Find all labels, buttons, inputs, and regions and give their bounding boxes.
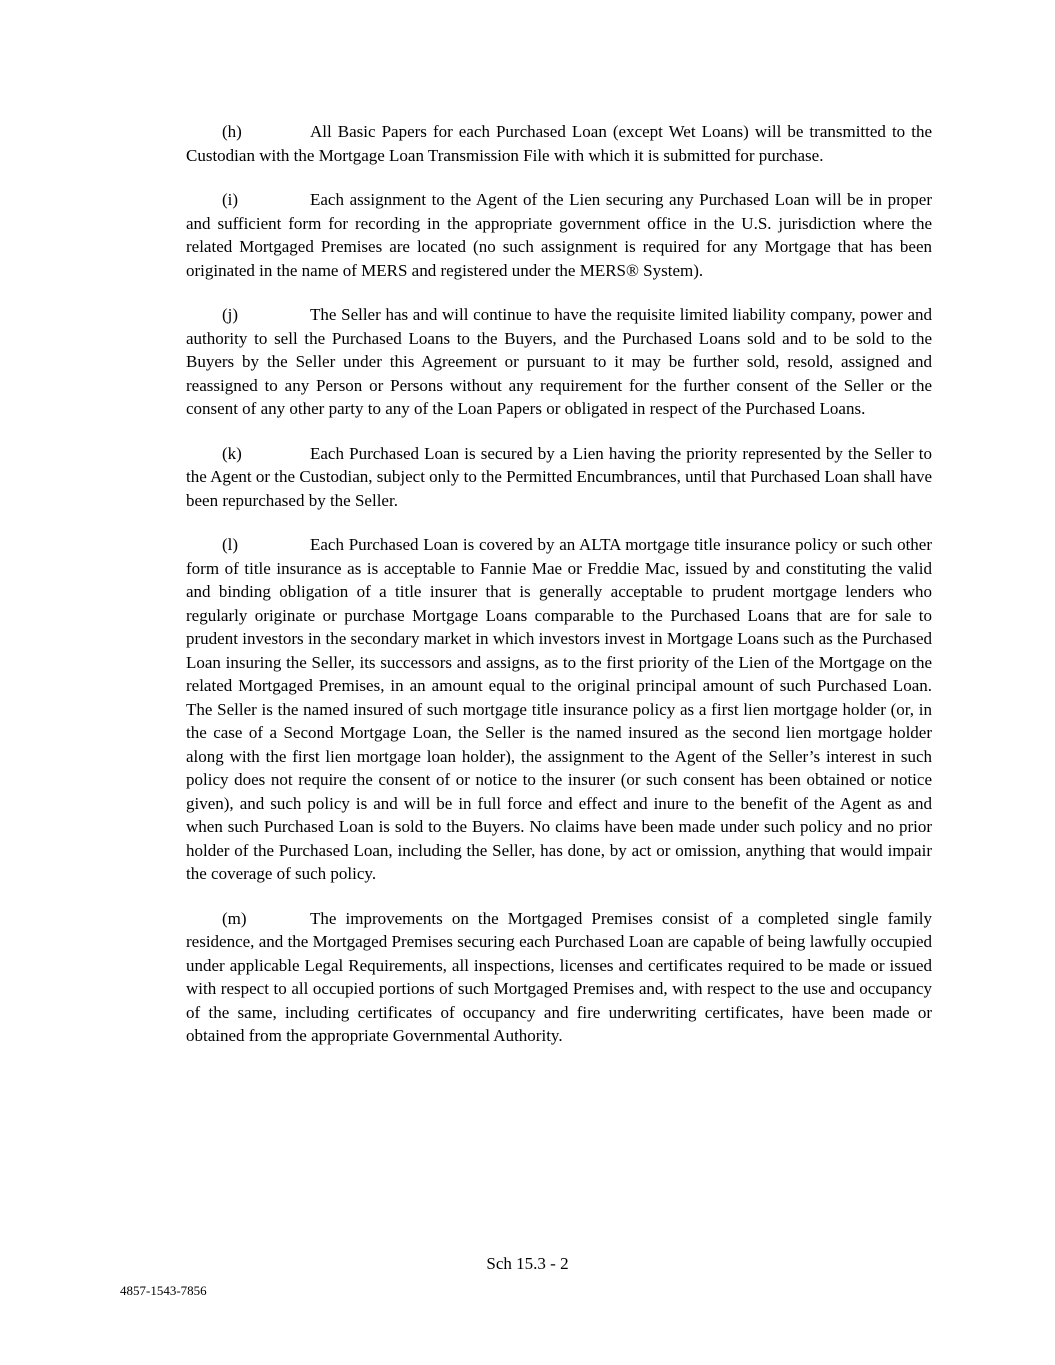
- paragraph-j: [186, 303, 932, 421]
- paragraph-k: [186, 442, 932, 513]
- paragraph-l: [186, 533, 932, 886]
- paragraph-text: All Basic Papers for each Purchased Loan (except Wet Loans) will be transmitted to the Custodian with the Mortgage Loan Transmission File with which it is submitted for purchase.: [186, 122, 932, 165]
- paragraph-label: (l): [222, 535, 239, 554]
- paragraph-label: (m): [222, 908, 247, 928]
- paragraph-text: The improvements on the Mortgaged Premises consist of a completed single family residence, and the Mortgaged Premises securing each Purchased Loan are capable of being lawfully occupied under applicable Legal Requirements, all inspections, licenses and certificates required to be made or issued with respect to all occupied portions of such Mortgaged Premises and, with respect to the use and occupancy of the same, including certificates of occupancy and fire underwriting certificates, have been made or obtained from the appropriate Governmental Authority.: [186, 908, 932, 1045]
- paragraph-h: [186, 120, 932, 167]
- paragraph-label: (j): [222, 305, 239, 324]
- paragraph-text: Each assignment to the Agent of the Lien securing any Purchased Loan will be in proper and sufficient form for recording in the appropriate government office in the U.S. jurisdiction where the related Mortgaged Premises are located (no such assignment is required for any Mortgage that has been originated in the name of MERS and registered under the MERS® System).: [186, 190, 932, 280]
- paragraph-text: Each Purchased Loan is secured by a Lien having the priority represented by the Seller to the Agent or the Custodian, subject only to the Permitted Encumbrances, until that Purchased Loan shall have been repurchased by the Seller.: [186, 443, 932, 510]
- paragraph-text: The Seller has and will continue to have the requisite limited liability company, power and authority to sell the Purchased Loans to the Buyers, and the Purchased Loans sold and to be sold to the Buyers by the Seller under this Agreement or pursuant to it may be further sold, resold, assigned and reassigned to any Person or Persons without any requirement for the further consent of the Seller or the consent of any other party to any of the Loan Papers or obligated in respect of the Purchased Loans.: [186, 305, 932, 418]
- paragraph-text: Each Purchased Loan is covered by an ALTA mortgage title insurance policy or such other form of title insurance as is acceptable to Fannie Mae or Freddie Mac, issued by and constituting the valid and binding obligation of a title insurer that is generally acceptable to prudent mortgage lenders who regularly originate or purchase Mortgage Loans comparable to the Purchased Loans that are for sale to prudent investors in the secondary market in which investors invest in Mortgage Loans such as the Purchased Loan insuring the Seller, its successors and assigns, as to the first priority of the Lien of the Mortgage on the related Mortgaged Premises, in an amount equal to the original principal amount of such Purchased Loan. The Seller is the named insured of such mortgage title insurance policy as a first lien mortgage holder (or, in the case of a Second Mortgage Loan, the Seller is the named insured as the second lien mortgage holder along with the first lien mortgage loan holder), the assignment to the Agent of the Seller’s interest in such policy does not require the consent of or notice to the insurer (or such consent has been obtained or notice given), and such policy is and will be in full force and effect and inure to the benefit of the Agent as and when such Purchased Loan is sold to the Buyers. No claims have been made under such policy and no prior holder of the Purchased Loan, including the Seller, has done, by act or omission, anything that would impair the coverage of such policy.: [186, 535, 932, 883]
- paragraph-label: (h): [222, 122, 242, 141]
- paragraph-m: [186, 907, 932, 1048]
- document-body: [186, 120, 932, 1069]
- footer-doc-number: 4857-1543-7856: [120, 1283, 207, 1298]
- paragraph-label: (k): [222, 443, 242, 463]
- paragraph-label: (i): [222, 190, 239, 209]
- paragraph-i: [186, 188, 932, 282]
- footer-page-label: Sch 15.3 - 2: [486, 1254, 569, 1273]
